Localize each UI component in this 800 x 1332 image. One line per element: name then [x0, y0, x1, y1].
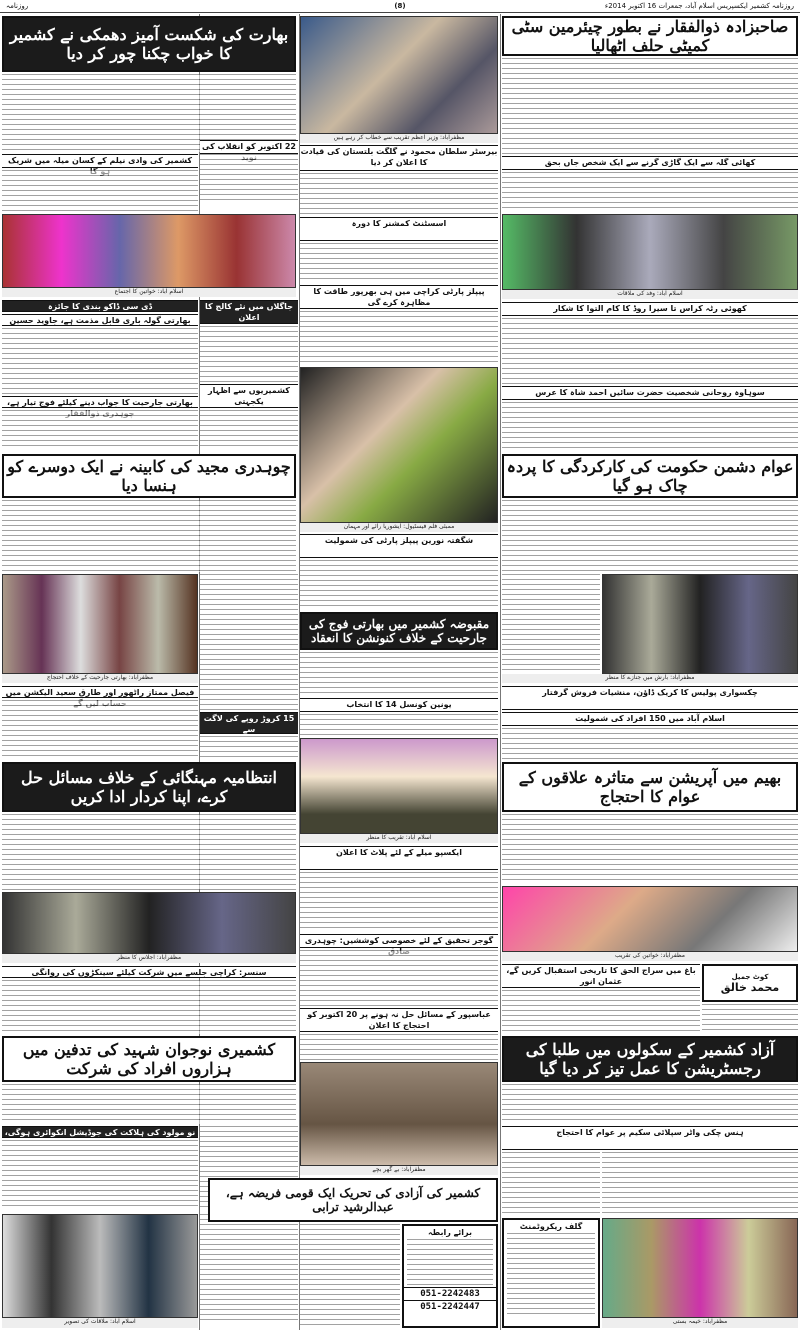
center-text-9: [300, 1034, 498, 1060]
ad-box-gulf: [502, 1218, 600, 1328]
page-number: (8): [394, 2, 406, 10]
article-text-4: [2, 410, 198, 450]
right-text-1: [502, 58, 798, 154]
right-text-8: [502, 814, 798, 884]
right-text-12: [602, 1152, 798, 1214]
photo-protest: [2, 574, 198, 674]
photo-caption-wed: اسلام آباد: تقریب کا منظر: [300, 834, 498, 843]
photo-film-festival: [300, 367, 498, 523]
subhead-6: نو مولود کی ہلاکت کی جوڈیشل انکوائری ہوگی،: [2, 1126, 198, 1138]
headline-4: چوہدری مجید کی کابینہ نے ایک دوسرے کو ہنسا دیا: [2, 454, 296, 498]
article-text-10: [2, 1140, 198, 1210]
right-sub-3: سوہاوہ روحانی شخصیت حضرت سائیں احمد شاہ کا عرس: [502, 386, 798, 400]
right-sub-1: کھائی گلہ سے ایک گاڑی گرنے سے ایک شخص جاں بحق: [502, 156, 798, 170]
stamp-name: محمد خالق: [720, 980, 780, 994]
photo-caption-2: مظفرآباد: بھارتی جارحیت کے خلاف احتجاج: [2, 674, 198, 683]
column-narrow: [200, 14, 298, 1330]
photo-rain-funeral: [602, 574, 798, 674]
ad-title: برائے رابطہ: [427, 1228, 473, 1237]
center-sub-2: شگفتہ نورین پیپلز پارٹی کی شمولیت: [300, 534, 498, 558]
narrow-sub-3: 15 کروڑ روپے کی لاگت سے: [200, 712, 298, 734]
center-text-10: [300, 1224, 400, 1328]
center-text-1: [300, 173, 498, 215]
center-headline-1: بیرسٹر سلطان محمود نے گلگت بلتستان کی قیادت کا اعلان کر دیا: [300, 145, 498, 171]
right-sub-5: اسلام آباد میں 150 افراد کی شمولیت: [502, 712, 798, 726]
masthead-date: روزنامہ کشمیر ایکسپریس اسلام آباد، جمعرات 16 اکتوبر 2014ء: [604, 2, 794, 10]
right-text-9: [502, 990, 700, 1034]
subhead-5: سنسر: کراچی جلسے میں شرکت کیلئے سینکڑوں کی روانگی: [2, 966, 296, 978]
article-text-2: [2, 170, 198, 212]
center-headline-2: اسسٹنٹ کمشنر کا دورہ: [300, 217, 498, 241]
subhead-4: فیصل ممتاز راٹھور اور طارق سعید الیکشن میں: [2, 686, 198, 698]
right-headline-1: صاحبزادہ ذوالفقار نے بطور چیئرمین سٹی کمیٹی حلف اٹھالیا: [502, 16, 798, 56]
article-text-3: [2, 328, 198, 394]
right-text-5: [502, 500, 798, 572]
subhead-3: بھارتی جارحیت کا جواب دینے کیلئے فوج تیار ہے،: [2, 396, 198, 408]
center-text-4: [300, 560, 498, 610]
masthead-left: روزنامہ: [6, 2, 29, 10]
right-text-7: [502, 728, 798, 760]
right-text-10: [502, 1084, 798, 1124]
headline-5: انتظامیہ مہنگائی کے خلاف مسائل حل کرے، اپنا کردار ادا کریں: [2, 762, 296, 812]
right-sub-4: چکسواری پولیس کا کریک ڈاؤن، منشیات فروش گرفتار: [502, 686, 798, 710]
photo-caption-mid: ممبئی فلم فیسٹیول: ایشوریا رائے اور مہمان: [300, 523, 498, 532]
narrow-sub-1: جاگلاں میں نئے کالج کا اعلان: [200, 300, 298, 324]
right-sub-2: کھوئی رٹہ کراس تا سیرا روڈ کا کام التوا کا شکار: [502, 302, 798, 316]
center-sub-1: پیپلز پارٹی کراچی میں ہی بھرپور طاقت کا مظاہرہ کرے گی: [300, 285, 498, 309]
center-text-7: [300, 872, 498, 932]
photo-children: [300, 1062, 498, 1166]
narrow-text-2: [200, 410, 298, 450]
right-text-9b: [702, 1004, 798, 1034]
right-headline-3: بھیم میں آپریشن سے متاثرہ علاقوں کے عوام کا احتجاج: [502, 762, 798, 812]
article-text-6: [2, 700, 198, 760]
photo-ceremony: [300, 738, 498, 834]
right-text-11: [502, 1152, 600, 1214]
stamp-top: کوٹ جمیل: [731, 972, 769, 981]
photo-caption-top: مظفرآباد: وزیر اعظم تقریب سے خطاب کر رہے ہیں: [300, 134, 498, 143]
subhead-2: بھارتی گولہ باری قابل مذمت ہے، جاوید حسین: [2, 314, 198, 326]
center-text-5: [300, 652, 498, 696]
headline-1: بھارت کی شکست آمیز دھمکی نے کشمیر کا خواب چکنا چور کر دیا: [2, 16, 296, 72]
right-text-2: [502, 172, 798, 212]
center-sub-6: عباسپور کے مسائل حل نہ ہونے پر 20 اکتوبر کو احتجاج کا اعلان: [300, 1008, 498, 1032]
narrow-text-4: [200, 736, 298, 760]
subhead-1: ڈی سی ڈاکو بندی کا جائزہ: [2, 300, 198, 312]
ad-phone-2: 051-2242447: [404, 1300, 496, 1313]
ad-gulf-title: گلف ریکروٹمنٹ: [519, 1222, 583, 1231]
photo-caption-3: مظفرآباد: اجلاس کا منظر: [2, 954, 296, 963]
right-sub-7: ہنس چکی واٹر سپلائی سکیم پر عوام کا احتجاج: [502, 1126, 798, 1150]
right-photo-caption-1: اسلام آباد: وفد کی ملاقات: [502, 290, 798, 299]
right-sub-6: باغ میں سراج الحق کا تاریخی استقبال کریں گے، عثمان انور: [502, 964, 700, 988]
narrow-text-3: [200, 574, 298, 710]
center-sub-3: یونین کونسل 14 کا انتخاب: [300, 698, 498, 712]
photo-caption-4: اسلام آباد: ملاقات کی تصویر: [2, 1318, 198, 1328]
ad-phone-1: 051-2242483: [404, 1287, 496, 1300]
headline-6: کشمیری نوجوان شہید کی تدفین میں ہزاروں افراد کی شرکت: [2, 1036, 296, 1082]
right-photo-caption-3: مظفرآباد: خواتین کی تقریب: [502, 952, 798, 961]
photo-caption-kids: مظفرآباد: بے گھر بچے: [300, 1166, 498, 1175]
narrow-text-0: [200, 154, 298, 200]
center-headline-4: کشمیر کی آزادی کی تحریک ایک قومی فریضہ ہے، عبدالرشید ترابی: [208, 1178, 498, 1222]
narrow-sub-2: کشمیریوں سے اظہار یکجہتی: [200, 384, 298, 408]
right-photo-caption-2: مظفرآباد: بارش میں جنازے کا منظر: [502, 674, 798, 683]
right-text-4: [502, 402, 798, 452]
right-headline-4: آزاد کشمیر کے سکولوں میں طلبا کی رجسٹریشن کا عمل تیز کر دیا گیا: [502, 1036, 798, 1082]
right-text-6: [502, 574, 600, 674]
center-text-6: [300, 714, 498, 736]
center-sub-5: گوجر تحقیق کے لئے خصوصی کوششیں: چوہدری: [300, 934, 498, 948]
right-text-3: [502, 318, 798, 384]
center-sub-4: ایکسپو میلے کے لئے پلاٹ کا اعلان: [300, 846, 498, 870]
photo-delegation: [502, 214, 798, 290]
photo-group-standing: [2, 1214, 198, 1318]
ad-box-contact: [402, 1224, 498, 1328]
center-text-8: [300, 950, 498, 1006]
center-text-3: [300, 311, 498, 365]
photo-tent-camp: [602, 1218, 798, 1318]
column-right: [502, 14, 798, 1330]
photo-minister-speech: [300, 16, 498, 134]
narrow-headline-2b: 22 اکتوبر کو انقلاب کی: [200, 140, 298, 154]
narrow-text-6: [200, 1214, 298, 1324]
subhead-h3: کشمیر کی وادی نیلم کے کسان میلہ میں شریک: [2, 154, 198, 168]
narrow-text-1: [200, 326, 298, 382]
photo-caption-1: اسلام آباد: خواتین کا اجتماع: [2, 288, 296, 297]
center-headline-3: مقبوضہ کشمیر میں بھارتی فوج کی جارحیت کے خلاف کنونشن کا انعقاد: [300, 612, 498, 650]
masthead: [0, 0, 800, 13]
photo-women-event: [502, 886, 798, 952]
right-photo-caption-4: مظفرآباد: خیمہ بستی: [602, 1318, 798, 1328]
stamp-box: [702, 964, 798, 1002]
right-headline-2: عوام دشمن حکومت کی کارکردگی کا پردہ چاک ہو گیا: [502, 454, 798, 498]
center-text-2: [300, 243, 498, 283]
